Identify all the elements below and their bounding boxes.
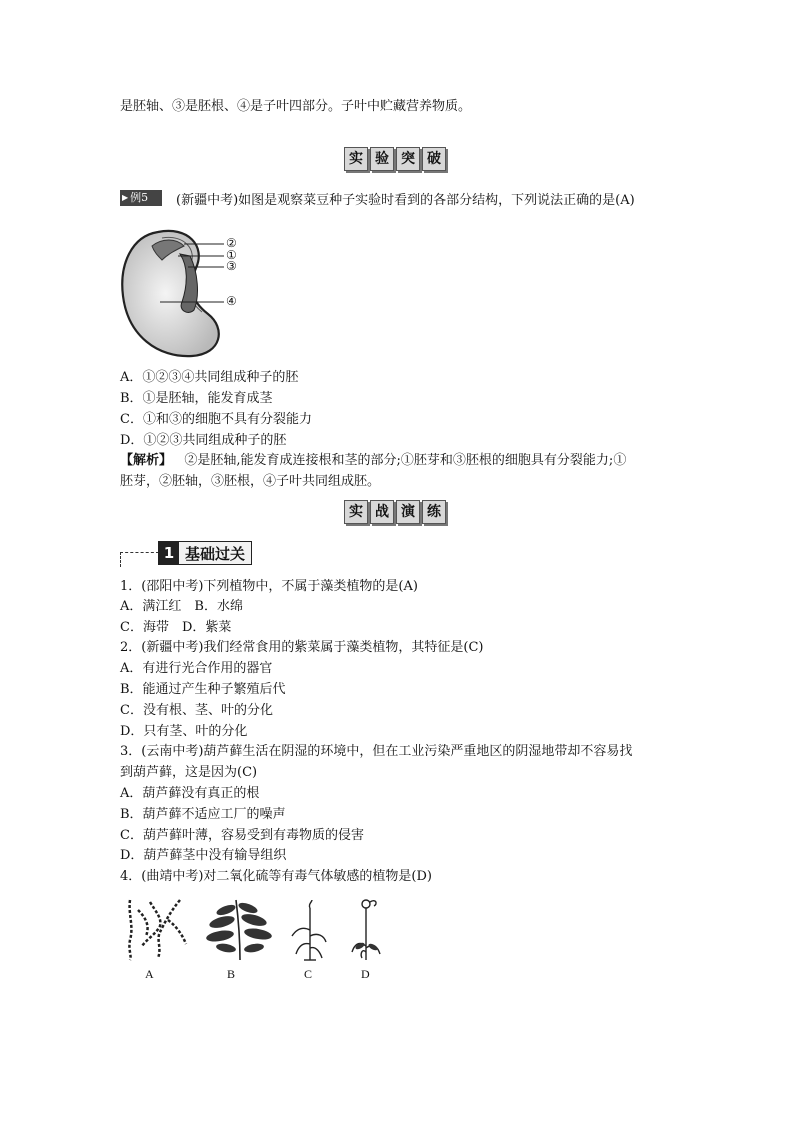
question-line: D．葫芦藓茎中没有输导组织 (120, 848, 287, 863)
question-line: 到葫芦藓，这是因为(C) (120, 765, 258, 780)
section-divider (120, 552, 159, 567)
analysis-text: ②是胚轴,能发育成连接根和茎的部分;①胚芽和③胚根的细胞具有分裂能力;① (184, 453, 627, 468)
seed-label: ④ (226, 294, 237, 308)
question-line: C．葫芦藓叶薄，容易受到有毒物质的侵害 (120, 828, 364, 843)
heading-experiment (344, 147, 446, 171)
question-line: A．有进行光合作用的器官 (120, 661, 273, 676)
heading-practice (344, 500, 446, 524)
question-line: B．能通过产生种子繁殖后代 (120, 682, 286, 697)
section-tag (158, 541, 252, 565)
heading-char: 验 (370, 147, 394, 171)
plant-caption: B (227, 967, 236, 981)
seed-label: ① (226, 248, 237, 262)
plant-figure-moss (288, 900, 328, 962)
analysis-line: 胚芽，②胚轴，③胚根，④子叶共同组成胚。 (120, 474, 381, 489)
plant-caption: A (145, 967, 154, 981)
option: A．①②③④共同组成种子的胚 (120, 370, 299, 385)
heading-char: 战 (370, 500, 394, 524)
question-line: B．葫芦藓不适应工厂的噪声 (120, 807, 286, 822)
question-line: 2．(新疆中考)我们经常食用的紫菜属于藻类植物，其特征是(C) (120, 640, 484, 655)
question-line: C．没有根、茎、叶的分化 (120, 703, 273, 718)
seed-label: ③ (226, 259, 237, 273)
option: C．①和③的细胞不具有分裂能力 (120, 412, 312, 427)
question-line: 3．(云南中考)葫芦藓生活在阴湿的环境中，但在工业污染严重地区的阴湿地带却不容易找 (120, 744, 633, 759)
heading-char: 突 (396, 147, 420, 171)
section-title: 基础过关 (185, 544, 246, 563)
plant-figure-algae (120, 896, 192, 962)
question-line: 1．(邵阳中考)下列植物中，不属于藻类植物的是(A) (120, 579, 418, 594)
analysis-line (120, 452, 626, 470)
heading-char: 练 (422, 500, 446, 524)
question-line: 4．(曲靖中考)对二氧化硫等有毒气体敏感的植物是(D) (120, 869, 432, 884)
intro-line: 是胚轴、③是胚根、④是子叶四部分。子叶中贮藏营养物质。 (120, 99, 472, 114)
heading-char: 演 (396, 500, 420, 524)
plant-figure-liverwort (346, 896, 386, 962)
option: B．①是胚轴，能发育成茎 (120, 391, 273, 406)
heading-char: 实 (344, 147, 368, 171)
question-line: D．只有茎、叶的分化 (120, 724, 248, 739)
question-line: A．满江红 B．水绵 (120, 599, 243, 614)
example-badge (120, 190, 162, 206)
question-line: C．海带 D．紫菜 (120, 620, 232, 635)
heading-char: 实 (344, 500, 368, 524)
plant-figure-fern (206, 896, 274, 962)
option: D．①②③共同组成种子的胚 (120, 433, 287, 448)
example-question: (新疆中考)如图是观察菜豆种子实验时看到的各部分结构，下列说法正确的是(A) (176, 193, 635, 208)
plant-caption: C (304, 967, 313, 981)
seed-label: ② (226, 236, 237, 250)
plant-caption: D (361, 967, 370, 981)
example-badge-label: 例5 (130, 191, 149, 204)
question-line: A．葫芦藓没有真正的根 (120, 786, 260, 801)
play-icon: ▶ (122, 193, 129, 202)
analysis-tag: 【解析】 (120, 453, 173, 468)
section-number: 1 (159, 542, 179, 564)
heading-char: 破 (422, 147, 446, 171)
